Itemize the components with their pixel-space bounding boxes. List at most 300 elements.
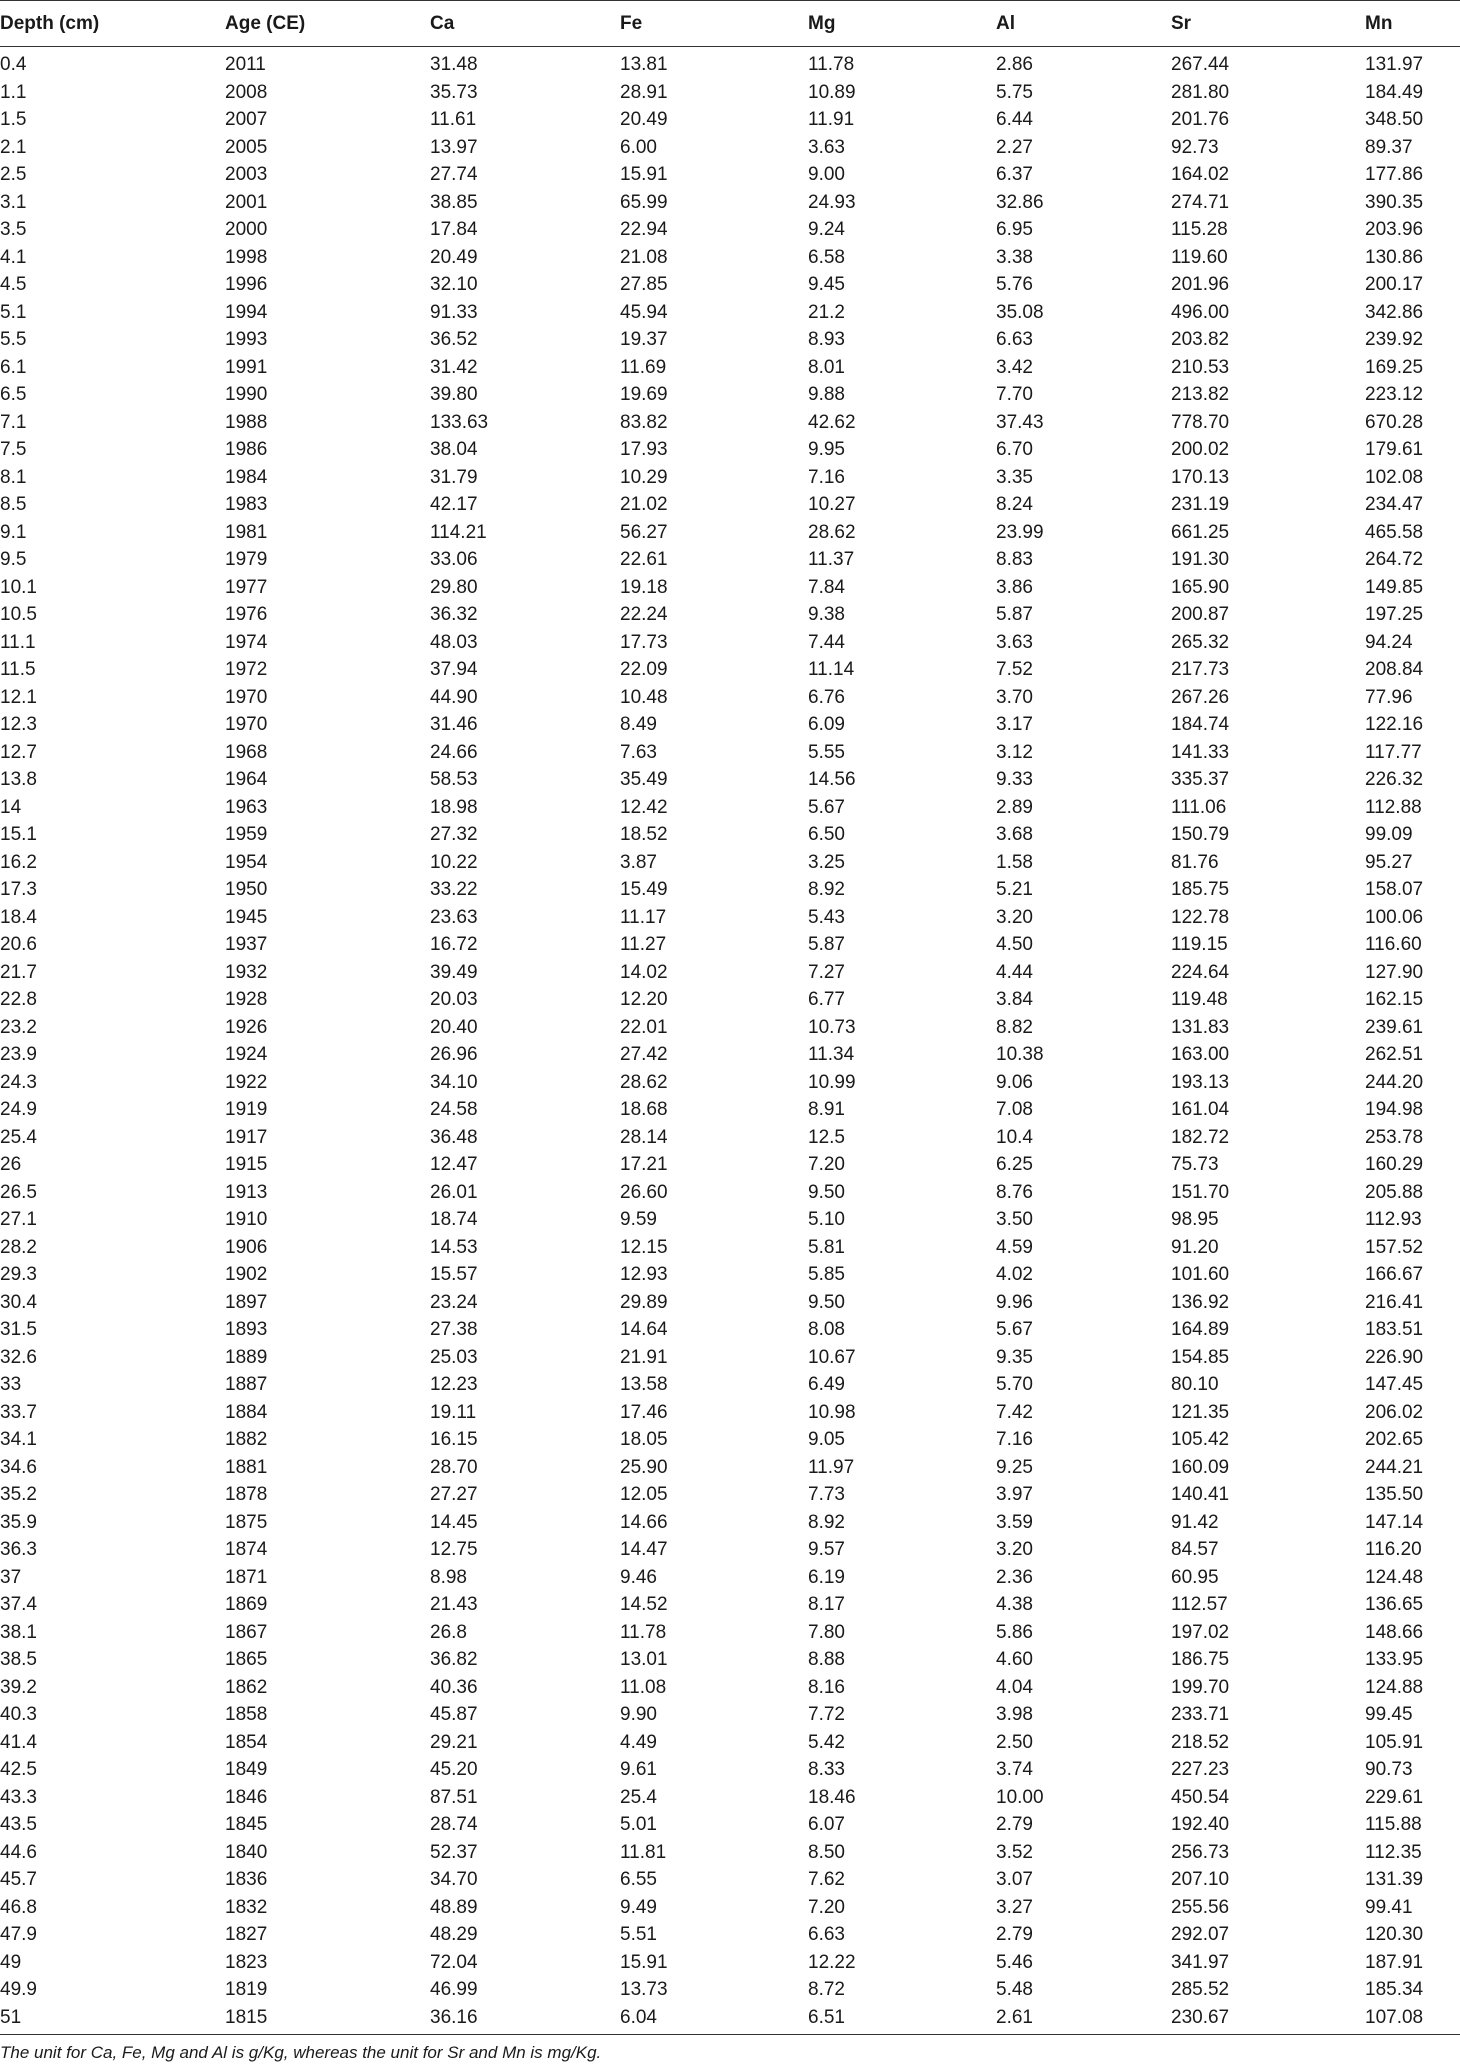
cell-ca: 39.80 [430, 384, 478, 405]
cell-depth: 7.1 [0, 411, 27, 433]
cell-mg: 8.92 [808, 879, 845, 900]
cell-ca: 23.63 [430, 906, 478, 928]
cell-mg: 10.99 [808, 1071, 856, 1093]
cell-mn: 197.25 [1365, 604, 1424, 625]
cell-mn: 120.30 [1365, 1924, 1424, 1945]
cell-fe: 3.87 [620, 851, 657, 873]
cell-ca: 18.74 [430, 1209, 478, 1230]
cell-fe: 65.99 [620, 191, 668, 213]
cell-al: 8.24 [996, 494, 1033, 515]
cell-mn: 147.14 [1365, 1511, 1424, 1533]
cell-age: 1913 [225, 1181, 268, 1203]
cell-al: 9.35 [996, 1346, 1033, 1368]
cell-mn: 99.09 [1365, 824, 1413, 845]
table-row [0, 1014, 1460, 1042]
cell-fe: 17.93 [620, 439, 668, 460]
cell-mg: 10.27 [808, 494, 856, 515]
cell-ca: 26.8 [430, 1621, 467, 1643]
cell-mg: 7.72 [808, 1704, 845, 1725]
table-row [0, 849, 1460, 877]
cell-al: 3.38 [996, 246, 1033, 268]
table-row [0, 1619, 1460, 1647]
cell-age: 1926 [225, 1016, 268, 1038]
cell-sr: 496.00 [1171, 301, 1230, 323]
table-row [0, 1976, 1460, 2004]
cell-depth: 47.9 [0, 1924, 37, 1945]
cell-age: 1917 [225, 1126, 268, 1148]
table-row [0, 1454, 1460, 1482]
cell-al: 4.50 [996, 934, 1033, 955]
cell-sr: 80.10 [1171, 1374, 1219, 1395]
cell-age: 1984 [225, 466, 268, 488]
cell-al: 4.59 [996, 1236, 1033, 1258]
cell-age: 2003 [225, 164, 268, 185]
cell-age: 1919 [225, 1099, 268, 1120]
cell-al: 7.08 [996, 1099, 1033, 1120]
cell-depth: 12.7 [0, 741, 37, 763]
cell-fe: 11.78 [620, 1621, 667, 1643]
cell-al: 7.16 [996, 1429, 1033, 1450]
table-row [0, 409, 1460, 437]
cell-mg: 9.95 [808, 439, 845, 460]
header-al: Al [996, 1, 1171, 47]
cell-depth: 43.3 [0, 1786, 37, 1808]
table-row [0, 1646, 1460, 1674]
cell-mn: 116.20 [1365, 1539, 1422, 1560]
cell-al: 5.70 [996, 1374, 1033, 1395]
table-row [0, 1344, 1460, 1372]
cell-age: 1846 [225, 1786, 268, 1808]
table-row [0, 216, 1460, 244]
cell-ca: 8.98 [430, 1566, 467, 1588]
cell-depth: 3.5 [0, 219, 27, 240]
cell-al: 6.70 [996, 439, 1033, 460]
cell-age: 1882 [225, 1429, 268, 1450]
cell-mn: 185.34 [1365, 1979, 1424, 2000]
cell-mg: 9.57 [808, 1539, 845, 1560]
cell-al: 9.96 [996, 1291, 1033, 1313]
cell-mg: 5.10 [808, 1209, 845, 1230]
cell-mg: 11.97 [808, 1456, 855, 1478]
cell-mg: 3.63 [808, 136, 845, 158]
cell-ca: 72.04 [430, 1951, 478, 1973]
cell-fe: 26.60 [620, 1181, 668, 1203]
cell-al: 3.59 [996, 1511, 1033, 1533]
cell-mn: 160.29 [1365, 1154, 1424, 1175]
table-row [0, 1894, 1460, 1922]
cell-mg: 7.20 [808, 1154, 845, 1175]
cell-ca: 58.53 [430, 769, 478, 790]
table-row [0, 1261, 1460, 1289]
cell-mn: 147.45 [1365, 1374, 1424, 1395]
cell-sr: 150.79 [1171, 824, 1230, 845]
cell-depth: 49.9 [0, 1979, 37, 2000]
cell-mg: 7.27 [808, 961, 845, 983]
table-row [0, 794, 1460, 822]
cell-fe: 14.64 [620, 1319, 668, 1340]
cell-depth: 10.5 [0, 604, 37, 625]
cell-age: 1827 [225, 1924, 268, 1945]
cell-age: 1865 [225, 1649, 268, 1670]
table-row [0, 876, 1460, 904]
cell-depth: 3.1 [0, 191, 27, 213]
cell-fe: 19.37 [620, 329, 668, 350]
cell-al: 2.89 [996, 796, 1033, 818]
cell-fe: 17.21 [620, 1154, 668, 1175]
cell-fe: 6.55 [620, 1869, 657, 1890]
cell-depth: 31.5 [0, 1319, 37, 1340]
cell-age: 1893 [225, 1319, 268, 1340]
cell-mg: 9.45 [808, 274, 845, 295]
cell-mg: 8.17 [808, 1594, 845, 1615]
cell-fe: 10.29 [620, 466, 668, 488]
cell-mn: 115.88 [1365, 1814, 1422, 1835]
cell-sr: 267.44 [1171, 54, 1230, 75]
table-row [0, 1399, 1460, 1427]
cell-age: 1990 [225, 384, 268, 405]
cell-mg: 5.55 [808, 741, 845, 763]
cell-ca: 39.49 [430, 961, 478, 983]
cell-ca: 24.66 [430, 741, 478, 763]
cell-depth: 12.3 [0, 714, 37, 735]
cell-sr: 233.71 [1171, 1704, 1230, 1725]
cell-fe: 9.46 [620, 1566, 657, 1588]
cell-fe: 12.20 [620, 989, 668, 1010]
table-row [0, 1784, 1460, 1812]
cell-depth: 5.1 [0, 301, 27, 323]
cell-ca: 10.22 [430, 851, 478, 873]
cell-sr: 140.41 [1171, 1484, 1230, 1505]
table-row [0, 244, 1460, 272]
cell-mg: 14.56 [808, 769, 856, 790]
cell-sr: 165.90 [1171, 576, 1230, 598]
cell-depth: 9.5 [0, 549, 27, 570]
cell-mg: 10.98 [808, 1401, 856, 1423]
cell-sr: 136.92 [1171, 1291, 1230, 1313]
cell-depth: 34.1 [0, 1429, 37, 1450]
cell-al: 2.50 [996, 1731, 1033, 1753]
cell-fe: 21.08 [620, 246, 668, 268]
cell-sr: 151.70 [1171, 1181, 1230, 1203]
table-row [0, 931, 1460, 959]
cell-ca: 32.10 [430, 274, 478, 295]
cell-sr: 218.52 [1171, 1731, 1230, 1753]
cell-fe: 27.42 [620, 1044, 668, 1065]
cell-mn: 216.41 [1365, 1291, 1424, 1313]
cell-ca: 44.90 [430, 686, 478, 708]
table-row [0, 1839, 1460, 1867]
table-row [0, 821, 1460, 849]
cell-mn: 234.47 [1365, 494, 1424, 515]
cell-sr: 75.73 [1171, 1154, 1219, 1175]
cell-mg: 11.34 [808, 1044, 855, 1065]
cell-sr: 161.04 [1171, 1099, 1230, 1120]
cell-mg: 8.01 [808, 356, 845, 378]
cell-mg: 10.89 [808, 81, 856, 103]
cell-ca: 17.84 [430, 219, 478, 240]
cell-sr: 81.76 [1171, 851, 1219, 873]
cell-mn: 465.58 [1365, 521, 1424, 543]
cell-fe: 35.49 [620, 769, 668, 790]
cell-fe: 15.91 [620, 164, 668, 185]
cell-sr: 191.30 [1171, 549, 1230, 570]
cell-mn: 239.61 [1365, 1016, 1424, 1038]
cell-ca: 48.03 [430, 631, 478, 653]
cell-ca: 45.20 [430, 1759, 478, 1780]
cell-mn: 124.88 [1365, 1676, 1424, 1698]
cell-mn: 107.08 [1365, 2004, 1460, 2035]
cell-sr: 105.42 [1171, 1429, 1230, 1450]
cell-ca: 28.74 [430, 1814, 478, 1835]
cell-fe: 13.73 [620, 1979, 668, 2000]
cell-mn: 127.90 [1365, 961, 1424, 983]
cell-mg: 9.50 [808, 1291, 845, 1313]
cell-ca: 13.97 [430, 136, 478, 158]
cell-mn: 89.37 [1365, 136, 1413, 158]
cell-sr: 285.52 [1171, 1979, 1230, 2000]
cell-fe: 27.85 [620, 274, 668, 295]
cell-depth: 51 [0, 2004, 225, 2035]
table-row [0, 1591, 1460, 1619]
cell-age: 2011 [225, 54, 266, 75]
cell-al: 6.44 [996, 109, 1033, 130]
cell-depth: 27.1 [0, 1209, 37, 1230]
table-row [0, 1811, 1460, 1839]
cell-sr: 101.60 [1171, 1264, 1230, 1285]
cell-al: 4.38 [996, 1594, 1033, 1615]
cell-age: 1849 [225, 1759, 268, 1780]
cell-sr: 661.25 [1171, 521, 1230, 543]
cell-fe: 13.81 [620, 54, 668, 75]
cell-sr: 256.73 [1171, 1841, 1230, 1863]
cell-al: 7.42 [996, 1401, 1033, 1423]
cell-mn: 226.90 [1365, 1346, 1424, 1368]
cell-al: 4.02 [996, 1264, 1033, 1285]
cell-age: 1881 [225, 1456, 268, 1478]
cell-sr: 200.87 [1171, 604, 1230, 625]
cell-ca: 20.03 [430, 989, 478, 1010]
cell-mg: 9.00 [808, 164, 845, 185]
cell-age: 1991 [225, 356, 268, 378]
cell-mg: 24.93 [808, 191, 856, 213]
cell-sr: 274.71 [1171, 191, 1230, 213]
cell-depth: 6.1 [0, 356, 27, 378]
cell-depth: 8.5 [0, 494, 27, 515]
cell-fe: 10.48 [620, 686, 668, 708]
table-row [0, 1701, 1460, 1729]
cell-al: 3.97 [996, 1484, 1033, 1505]
cell-al: 5.46 [996, 1951, 1033, 1973]
cell-al: 5.86 [996, 1621, 1033, 1643]
cell-mg: 7.44 [808, 631, 845, 653]
cell-depth: 12.1 [0, 686, 37, 708]
cell-depth: 4.5 [0, 274, 27, 295]
cell-mg: 9.88 [808, 384, 845, 405]
cell-age: 1840 [225, 1841, 268, 1863]
cell-depth: 11.1 [0, 631, 36, 653]
cell-sr: 335.37 [1171, 769, 1230, 790]
table-row [0, 47, 1460, 79]
cell-depth: 49 [0, 1951, 22, 1973]
cell-fe: 11.81 [620, 1841, 667, 1863]
cell-depth: 23.2 [0, 1016, 37, 1038]
table-row [0, 1509, 1460, 1537]
cell-al: 3.84 [996, 989, 1033, 1010]
cell-al: 37.43 [996, 411, 1044, 433]
table-row [0, 381, 1460, 409]
cell-fe: 22.94 [620, 219, 668, 240]
cell-age: 1993 [225, 329, 268, 350]
cell-al: 5.75 [996, 81, 1033, 103]
cell-fe: 11.69 [620, 356, 667, 378]
cell-sr: 164.02 [1171, 164, 1230, 185]
cell-age: 1922 [225, 1071, 268, 1093]
cell-al: 3.07 [996, 1869, 1033, 1890]
cell-ca: 18.98 [430, 796, 478, 818]
cell-depth: 43.5 [0, 1814, 37, 1835]
table-row [0, 1949, 1460, 1977]
cell-al: 9.33 [996, 769, 1033, 790]
cell-ca: 46.99 [430, 1979, 478, 2000]
cell-sr: 119.15 [1171, 934, 1228, 955]
cell-depth: 37.4 [0, 1594, 37, 1615]
cell-mn: 169.25 [1365, 356, 1424, 378]
cell-mn: 208.84 [1365, 659, 1424, 680]
header-row [0, 1, 1460, 47]
cell-al: 3.12 [996, 741, 1033, 763]
cell-ca: 12.75 [430, 1539, 478, 1560]
cell-fe: 13.01 [620, 1649, 668, 1670]
cell-age: 1845 [225, 1814, 268, 1835]
cell-sr: 160.09 [1171, 1456, 1230, 1478]
table-row [0, 1096, 1460, 1124]
cell-ca: 33.06 [430, 549, 478, 570]
table-row [0, 354, 1460, 382]
table-row [0, 766, 1460, 794]
cell-mg: 7.84 [808, 576, 845, 598]
cell-mn: 202.65 [1365, 1429, 1424, 1450]
cell-mg: 9.24 [808, 219, 845, 240]
cell-al: 8.82 [996, 1016, 1033, 1038]
cell-age: 1884 [225, 1401, 268, 1423]
cell-mn: 264.72 [1365, 549, 1424, 570]
cell-age: 2000 [225, 219, 268, 240]
table-row [0, 711, 1460, 739]
cell-age: 1979 [225, 549, 268, 570]
cell-age: 1906 [225, 1236, 268, 1258]
cell-ca: 37.94 [430, 659, 478, 680]
cell-mg: 6.09 [808, 714, 845, 735]
cell-ca: 15.57 [430, 1264, 478, 1285]
cell-mn: 136.65 [1365, 1594, 1424, 1615]
cell-depth: 11.5 [0, 659, 36, 680]
cell-depth: 42.5 [0, 1759, 37, 1780]
cell-ca: 91.33 [430, 301, 478, 323]
cell-fe: 22.01 [620, 1016, 668, 1038]
cell-mn: 226.32 [1365, 769, 1424, 790]
cell-sr: 185.75 [1171, 879, 1230, 900]
cell-fe: 15.49 [620, 879, 668, 900]
cell-mn: 117.77 [1365, 741, 1422, 763]
cell-ca: 42.17 [430, 494, 478, 515]
cell-ca: 27.38 [430, 1319, 478, 1340]
cell-fe: 20.49 [620, 109, 668, 130]
cell-sr: 170.13 [1171, 466, 1230, 488]
cell-al: 3.86 [996, 576, 1033, 598]
cell-fe: 12.15 [620, 1236, 668, 1258]
cell-fe: 28.91 [620, 81, 668, 103]
cell-al: 3.42 [996, 356, 1033, 378]
cell-ca: 16.15 [430, 1429, 478, 1450]
cell-sr: 281.80 [1171, 81, 1230, 103]
cell-sr: 210.53 [1171, 356, 1230, 378]
cell-mn: 90.73 [1365, 1759, 1413, 1780]
cell-age: 1878 [225, 1484, 268, 1505]
cell-mn: 130.86 [1365, 246, 1424, 268]
cell-mn: 184.49 [1365, 81, 1424, 103]
cell-al: 9.06 [996, 1071, 1033, 1093]
table-row [0, 574, 1460, 602]
cell-al: 3.35 [996, 466, 1033, 488]
cell-mg: 11.37 [808, 549, 855, 570]
table-header [0, 1, 1460, 47]
cell-al: 6.63 [996, 329, 1033, 350]
cell-sr: 119.60 [1171, 246, 1228, 268]
cell-al: 7.70 [996, 384, 1033, 405]
cell-depth: 2.1 [0, 136, 27, 158]
cell-fe: 83.82 [620, 411, 668, 433]
table-body [0, 47, 1460, 2035]
cell-fe: 56.27 [620, 521, 668, 543]
cell-al: 3.50 [996, 1209, 1033, 1230]
cell-age: 1902 [225, 1264, 268, 1285]
cell-mg: 6.51 [808, 2004, 996, 2035]
cell-mn: 112.88 [1365, 796, 1422, 818]
cell-age: 1910 [225, 1209, 268, 1230]
cell-mn: 253.78 [1365, 1126, 1424, 1148]
cell-age: 2005 [225, 136, 268, 158]
cell-mg: 8.33 [808, 1759, 845, 1780]
cell-mn: 102.08 [1365, 466, 1424, 488]
cell-ca: 26.01 [430, 1181, 478, 1203]
table-row [0, 986, 1460, 1014]
cell-ca: 45.87 [430, 1704, 478, 1725]
cell-mn: 77.96 [1365, 686, 1413, 708]
cell-fe: 22.61 [620, 549, 668, 570]
cell-mn: 244.21 [1365, 1456, 1424, 1478]
cell-fe: 17.73 [620, 631, 668, 653]
table-row [0, 79, 1460, 107]
cell-al: 1.58 [996, 851, 1033, 873]
cell-mn: 124.48 [1365, 1566, 1424, 1588]
cell-sr: 141.33 [1171, 741, 1230, 763]
cell-mn: 116.60 [1365, 934, 1422, 955]
cell-depth: 46.8 [0, 1896, 37, 1918]
cell-depth: 8.1 [0, 466, 27, 488]
cell-mn: 194.98 [1365, 1099, 1424, 1120]
cell-sr: 84.57 [1171, 1539, 1219, 1560]
cell-al: 32.86 [996, 191, 1044, 213]
cell-fe: 21.02 [620, 494, 668, 515]
cell-mg: 12.5 [808, 1126, 845, 1148]
table-row [0, 1426, 1460, 1454]
table-row [0, 106, 1460, 134]
cell-al: 10.4 [996, 1126, 1033, 1148]
cell-age: 1889 [225, 1346, 268, 1368]
cell-fe: 5.51 [620, 1924, 657, 1945]
cell-age: 1983 [225, 494, 268, 515]
cell-age: 1875 [225, 1511, 268, 1533]
